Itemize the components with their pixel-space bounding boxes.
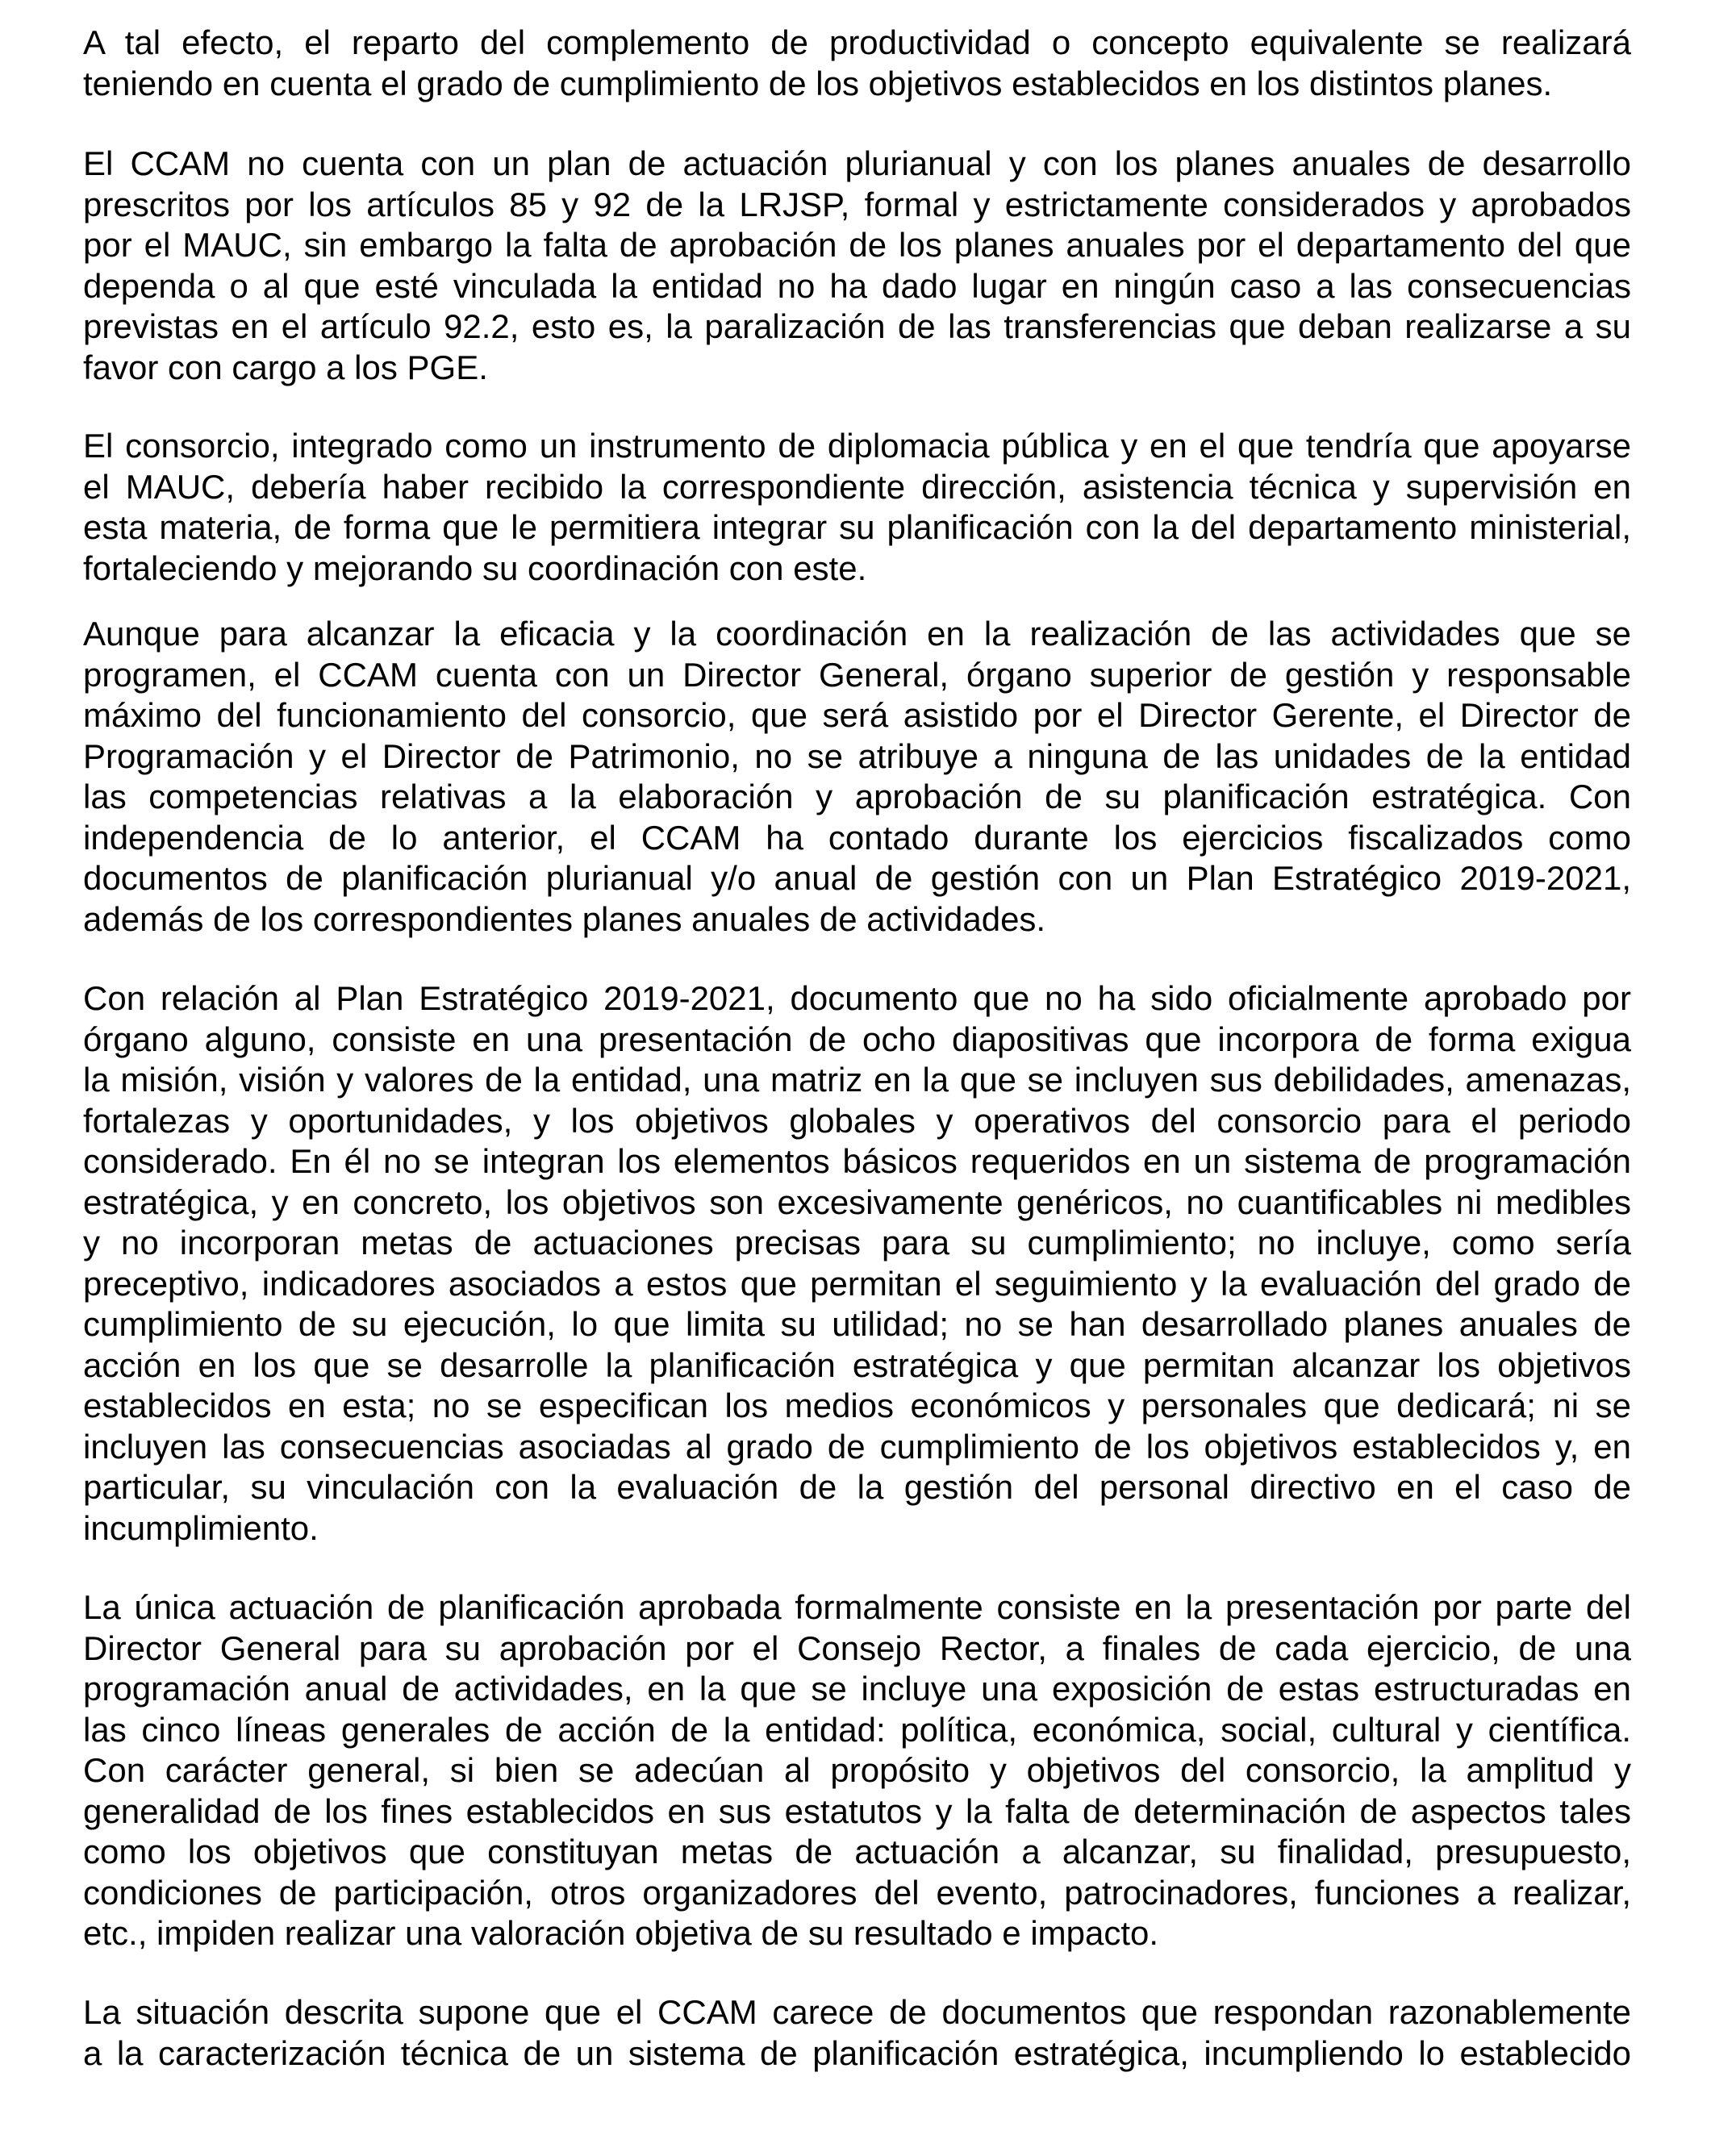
paragraph-strategic-plan [83,978,1631,1549]
text-line: el MAUC, debería haber recibido la correspondiente dirección, asistencia técnica y supervisión en [83,467,1631,506]
text-line: prescritos por los artículos 85 y 92 de la LRJSP, formal y estrictamente considerados y aprobados [83,185,1631,223]
text-line: máximo del funcionamiento del consorcio, que será asistido por el Director Gerente, el Director de [83,696,1631,734]
text-line: por el MAUC, sin embargo la falta de aprobación de los planes anuales por el departamento del que [83,226,1631,264]
text-line: las cinco líneas generales de acción de la entidad: política, económica, social, cultural y científica. [83,1710,1631,1749]
text-line: considerado. En él no se integran los elementos básicos requeridos en un sistema de programación [83,1142,1631,1180]
text-line: establecidos en esta; no se especifican los medios económicos y personales que dedicará; ni se [83,1387,1631,1424]
text-line: A tal efecto, el reparto del complemento de productividad o concepto equivalente se realizará [83,23,1631,61]
text-line: La única actuación de planificación aprobada formalmente consiste en la presentación por parte del [83,1588,1631,1626]
text-line: etc., impiden realizar una valoración objetiva de su resultado e impacto. [83,1914,1159,1952]
text-line: dependa o al que esté vinculada la entidad no ha dado lugar en ningún caso a las consecuencias [83,266,1631,305]
text-line: preceptivo, indicadores asociados a estos que permitan el seguimiento y la evaluación del grado de [83,1264,1631,1303]
paragraph-director-general [83,614,1631,940]
paragraph-ccam-planning [83,144,1631,388]
text-line: las competencias relativas a la elaboración y aprobación de su planificación estratégica. Con [83,778,1631,815]
text-line: órgano alguno, consiste en una presentación de ocho diapositivas que incorpora de forma exigua [83,1020,1631,1058]
text-line: la misión, visión y valores de la entidad, una matriz en la que se incluyen sus debilidades, amenazas, [83,1061,1631,1099]
text-line: fortaleciendo y mejorando su coordinación con este. [83,548,867,587]
text-line: particular, su vinculación con la evaluación de la gestión del personal directivo en el caso de [83,1468,1631,1506]
text-line: Director General para su aprobación por el Consejo Rector, a finales de cada ejercicio, de una [83,1628,1631,1667]
text-line: estratégica, y en concreto, los objetivos son excesivamente genéricos, no cuantificables ni medibles [83,1182,1631,1221]
text-line: Con relación al Plan Estratégico 2019-2021, documento que no ha sido oficialmente aprobado por [83,979,1631,1017]
text-line: además de los correspondientes planes anuales de actividades. [83,899,1046,938]
text-line: Con carácter general, si bien se adecúan al propósito y objetivos del consorcio, la amplitud y [83,1751,1631,1789]
text-line: condiciones de participación, otros organizadores del evento, patrocinadores, funciones a realizar, [83,1873,1631,1912]
text-line: programen, el CCAM cuenta con un Director General, órgano superior de gestión y responsable [83,655,1631,694]
text-line: esta materia, de forma que le permitiera integrar su planificación con la del departamento ministerial, [83,508,1631,546]
paragraph-consortium-diplomacy [83,426,1631,589]
text-line: independencia de lo anterior, el CCAM ha contado durante los ejercicios fiscalizados como [83,818,1631,857]
text-line: como los objetivos que constituyan metas de actuación a alcanzar, su finalidad, presupuesto, [83,1833,1631,1870]
text-line: El CCAM no cuenta con un plan de actuación plurianual y con los planes anuales de desarrollo [83,144,1631,182]
text-line: La situación descrita supone que el CCAM carece de documentos que respondan razonablemente [83,1993,1631,2031]
text-line: cumplimiento de su ejecución, lo que limita su utilidad; no se han desarrollado planes anuales de [83,1305,1631,1343]
text-line: a la caracterización técnica de un sistema de planificación estratégica, incumpliendo lo establecido [83,2033,1631,2072]
text-line: Aunque para alcanzar la eficacia y la coordinación en la realización de las actividades que se [83,615,1631,653]
text-line: documentos de planificación plurianual y/o anual de gestión con un Plan Estratégico 2019-2021, [83,859,1631,897]
text-line: programación anual de actividades, en la que se incluye una exposición de estas estructuradas en [83,1670,1631,1708]
text-line: acción en los que se desarrolle la planificación estratégica y que permitan alcanzar los objetivos [83,1345,1631,1384]
text-line: El consorcio, integrado como un instrumento de diplomacia pública y en el que tendría que apoyarse [83,427,1631,465]
text-line: previstas en el artículo 92.2, esto es, la paralización de las transferencias que deban realizarse a su [83,307,1631,345]
paragraph-productivity-bonus [83,23,1631,104]
text-line: incumplimiento. [83,1508,319,1547]
text-line: teniendo en cuenta el grado de cumplimiento de los objetivos establecidos en los distintos planes. [83,64,1553,102]
paragraph-situation-summary [83,1992,1631,2074]
text-line: incluyen las consecuencias asociadas al grado de cumplimiento de los objetivos establecidos y, en [83,1427,1631,1466]
text-line: generalidad de los fines establecidos en sus estatutos y la falta de determinación de aspectos tales [83,1791,1631,1830]
text-line: favor con cargo a los PGE. [83,348,488,386]
paragraph-annual-programming [83,1587,1631,1954]
text-line: y no incorporan metas de actuaciones precisas para su cumplimiento; no incluye, como sería [83,1224,1631,1261]
text-line: Programación y el Director de Patrimonio, no se atribuye a ninguna de las unidades de la entidad [83,736,1631,775]
text-line: fortalezas y oportunidades, y los objetivos globales y operativos del consorcio para el periodo [83,1101,1631,1140]
